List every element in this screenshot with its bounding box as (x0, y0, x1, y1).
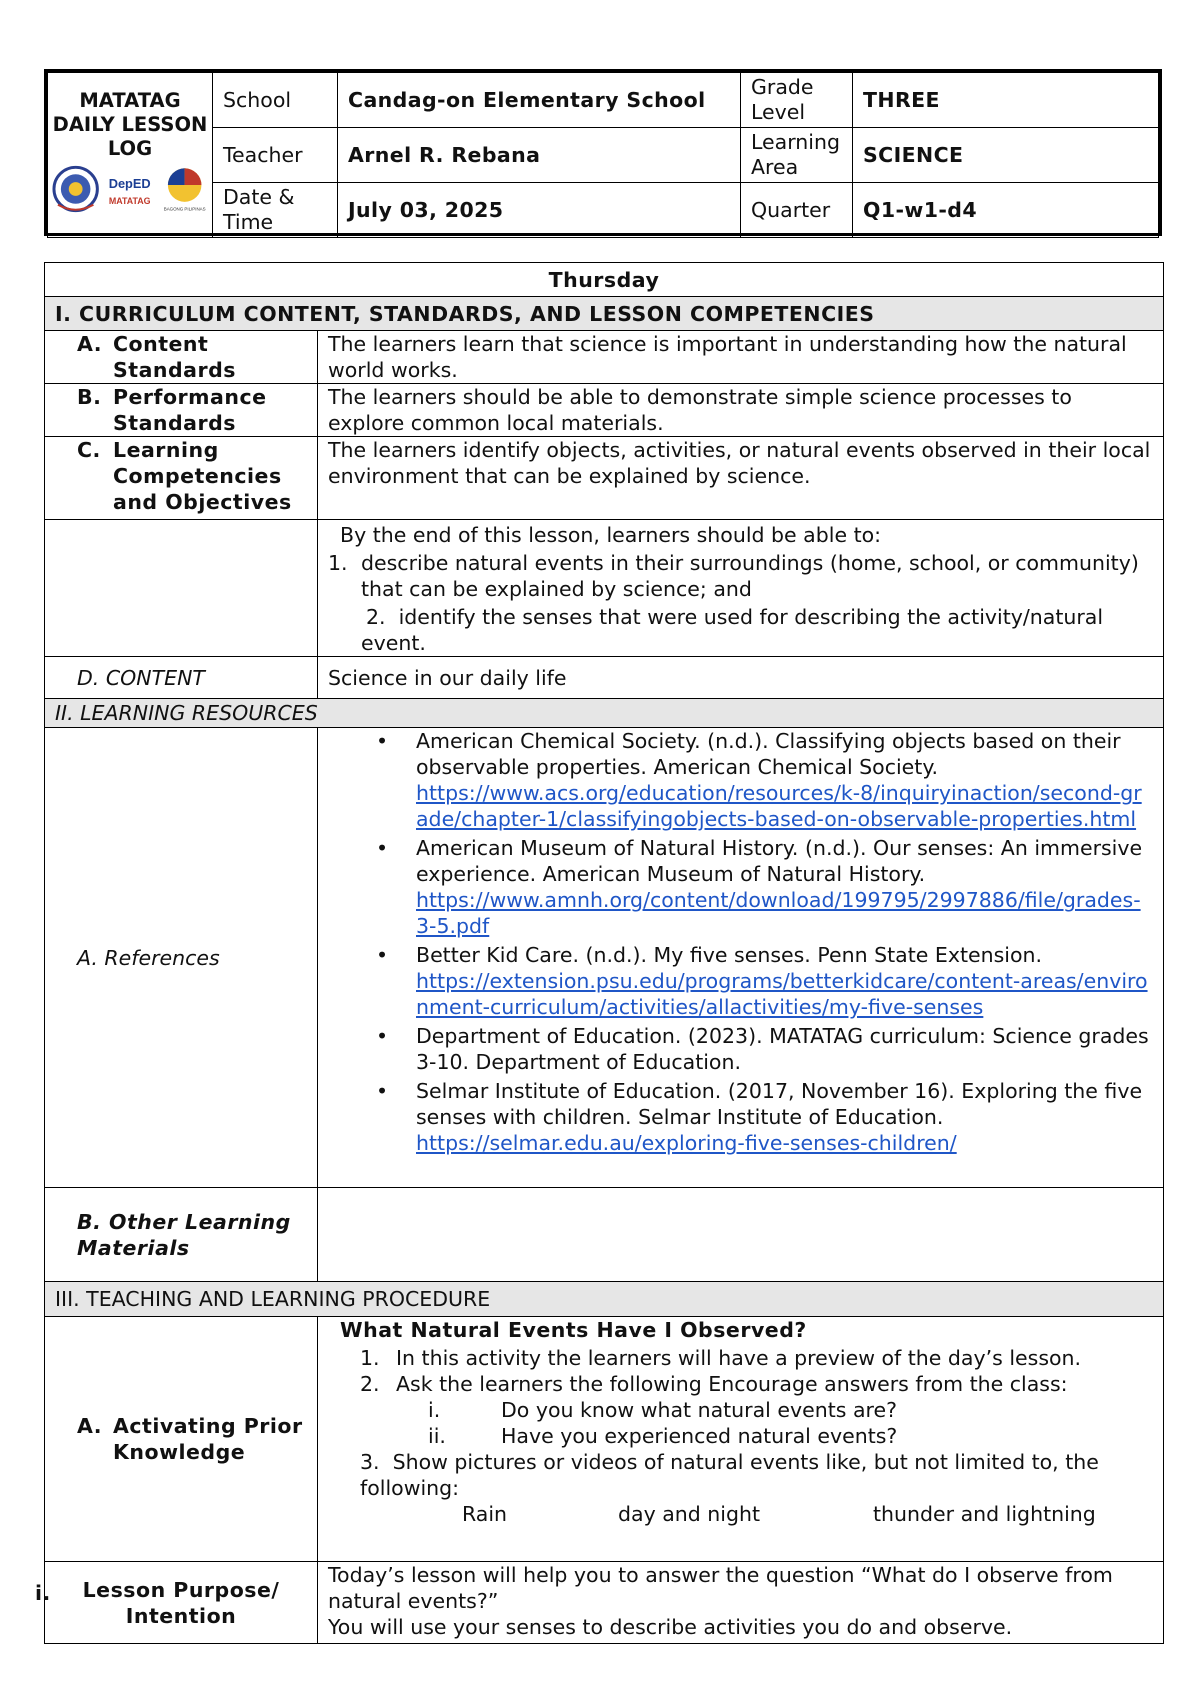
references-list (328, 728, 1153, 1156)
performance-standards-label-cell: B. Performance Standards (45, 384, 318, 437)
performance-standards-label: Performance Standards (113, 385, 267, 435)
question-1: Do you know what natural events are? (501, 1398, 897, 1422)
reference-item (416, 942, 1153, 1020)
step-3: Show pictures or videos of natural events like, but not limited to, the following: (360, 1450, 1099, 1500)
reference-text: Department of Education. (2023). MATATAG curriculum: Science grades 3-10. Department of Education. (416, 1024, 1149, 1074)
activating-label: Activating Prior Knowledge (113, 1414, 303, 1464)
lesson-table (35, 262, 1164, 1644)
deped-seal-icon (52, 165, 99, 213)
performance-standards-text: The learners should be able to demonstrate simple science processes to explore common local materials. (318, 384, 1164, 437)
header-box (44, 69, 1162, 236)
objectives-empty-cell (45, 520, 318, 657)
day-heading: Thursday (45, 263, 1164, 297)
reference-item (416, 1078, 1153, 1156)
objectives-cell: By the end of this lesson, learners should be able to: 1. describe natural events in their surroundings (home, school, or community) that can be explained by science; and 2. identify the senses that were used for describing the activity/natural event. (318, 520, 1164, 657)
header-title: MATATAG DAILY LESSON LOG (52, 89, 208, 159)
references-label: A. References (45, 728, 318, 1188)
purpose-cell (318, 1562, 1164, 1644)
school-value: Candag-on Elementary School (338, 73, 741, 128)
teacher-value: Arnel R. Rebana (338, 128, 741, 183)
purpose-line-1: Today’s lesson will help you to answer the question “What do I observe from natural events?” (328, 1563, 1113, 1613)
example-day-night: day and night (618, 1502, 761, 1526)
reference-text: Better Kid Care. (n.d.). My five senses. Penn State Extension. (416, 943, 1043, 967)
quarter-value: Q1-w1-d4 (853, 183, 1159, 238)
reference-text: American Museum of Natural History. (n.d.). Our senses: An immersive experience. American Museum of Natural History. (416, 836, 1143, 886)
header-logos (52, 165, 208, 213)
competencies-label-cell: C. Learning Competencies and Objectives (45, 437, 318, 520)
question-2: Have you experienced natural events? (501, 1424, 898, 1448)
content-standards-label: Content Standards (113, 332, 236, 382)
date-value: July 03, 2025 (338, 183, 741, 238)
content-standards-text: The learners learn that science is important in understanding how the natural world works. (318, 331, 1164, 384)
content-standards-label-cell: A. Content Standards (45, 331, 318, 384)
activating-title: What Natural Events Have I Observed? (340, 1318, 807, 1342)
example-rain: Rain (462, 1502, 508, 1526)
quarter-label: Quarter (741, 183, 853, 238)
activating-cell: What Natural Events Have I Observed? 1. In this activity the learners will have a preview of the day’s lesson. 2. Ask the learners the following Encourage answers from the class: i. Do you know what natural events are? ii. Have you experienced natural events? 3. Show pictures or videos of natural events like, but not limited to, the following: Rain day and night thunder and lightning (318, 1317, 1164, 1562)
reference-link[interactable]: https://www.acs.org/education/resources/k-8/inquiryinaction/second-grade/chapter-1/classifyingobjects-based-on-observable-properties.html (416, 781, 1142, 831)
school-label: School (213, 73, 338, 128)
purpose-line-2: You will use your senses to describe activities you do and observe. (328, 1615, 1013, 1639)
purpose-label-cell: i. Lesson Purpose/ Intention (45, 1562, 318, 1644)
area-label: Learning Area (741, 128, 853, 183)
objective-2: identify the senses that were used for describing the activity/natural event. (361, 605, 1104, 655)
matatag-logo-text: MATATAG (109, 195, 151, 206)
section2-title: II. LEARNING RESOURCES (45, 699, 1164, 728)
bagong-pilipinas-text: BAGONG PILIPINAS (163, 206, 206, 212)
header-logo-cell (48, 73, 213, 238)
teacher-label: Teacher (213, 128, 338, 183)
reference-link[interactable]: https://selmar.edu.au/exploring-five-senses-children/ (416, 1131, 957, 1155)
competencies-label: Learning Competencies and Objectives (113, 438, 292, 514)
activating-label-cell: A. Activating Prior Knowledge (45, 1317, 318, 1562)
reference-item (416, 835, 1153, 939)
deped-logo-text: DepED (109, 176, 151, 192)
reference-text: Selmar Institute of Education. (2017, November 16). Exploring the five senses with children. Selmar Institute of Education. (416, 1079, 1143, 1129)
deped-matatag-logo (107, 166, 152, 212)
objectives-intro: By the end of this lesson, learners should be able to: (340, 523, 882, 547)
reference-item (416, 728, 1153, 832)
references-cell (318, 728, 1164, 1188)
example-thunder: thunder and lightning (873, 1502, 1096, 1526)
step-2: Ask the learners the following Encourage answers from the class: (396, 1372, 1068, 1396)
d-content-label: D. CONTENT (45, 657, 318, 699)
d-content-text: Science in our daily life (318, 657, 1164, 699)
objective-2-row: 2. identify the senses that were used for describing the activity/natural event. (361, 605, 1104, 655)
section3-title: III. TEACHING AND LEARNING PROCEDURE (45, 1282, 1164, 1317)
objective-1: describe natural events in their surroundings (home, school, or community) that can be explained by science; and (361, 551, 1139, 601)
bagong-pilipinas-icon (161, 165, 208, 213)
grade-label: Grade Level (741, 73, 853, 128)
date-label: Date & Time (213, 183, 338, 238)
step-1: In this activity the learners will have a preview of the day’s lesson. (396, 1346, 1082, 1370)
reference-item (416, 1023, 1153, 1075)
reference-text: American Chemical Society. (n.d.). Classifying objects based on their observable properties. American Chemical Society. (416, 729, 1121, 779)
area-value: SCIENCE (853, 128, 1159, 183)
other-materials-label: B. Other Learning Materials (45, 1188, 318, 1282)
step-3-row: 3. Show pictures or videos of natural events like, but not limited to, the following: (360, 1450, 1099, 1500)
grade-value: THREE (853, 73, 1159, 128)
section1-title: I. CURRICULUM CONTENT, STANDARDS, AND LESSON COMPETENCIES (45, 297, 1164, 331)
competencies-text: The learners identify objects, activities, or natural events observed in their local environment that can be explained by science. (318, 437, 1164, 520)
purpose-label: Lesson Purpose/ Intention (82, 1577, 280, 1628)
examples-row (328, 1501, 1153, 1527)
other-materials-cell (318, 1188, 1164, 1282)
reference-link[interactable]: https://extension.psu.edu/programs/betterkidcare/content-areas/environment-curriculum/activities/allactivities/my-five-senses (416, 969, 1148, 1019)
reference-link[interactable]: https://www.amnh.org/content/download/199795/2997886/file/grades-3-5.pdf (416, 888, 1141, 938)
